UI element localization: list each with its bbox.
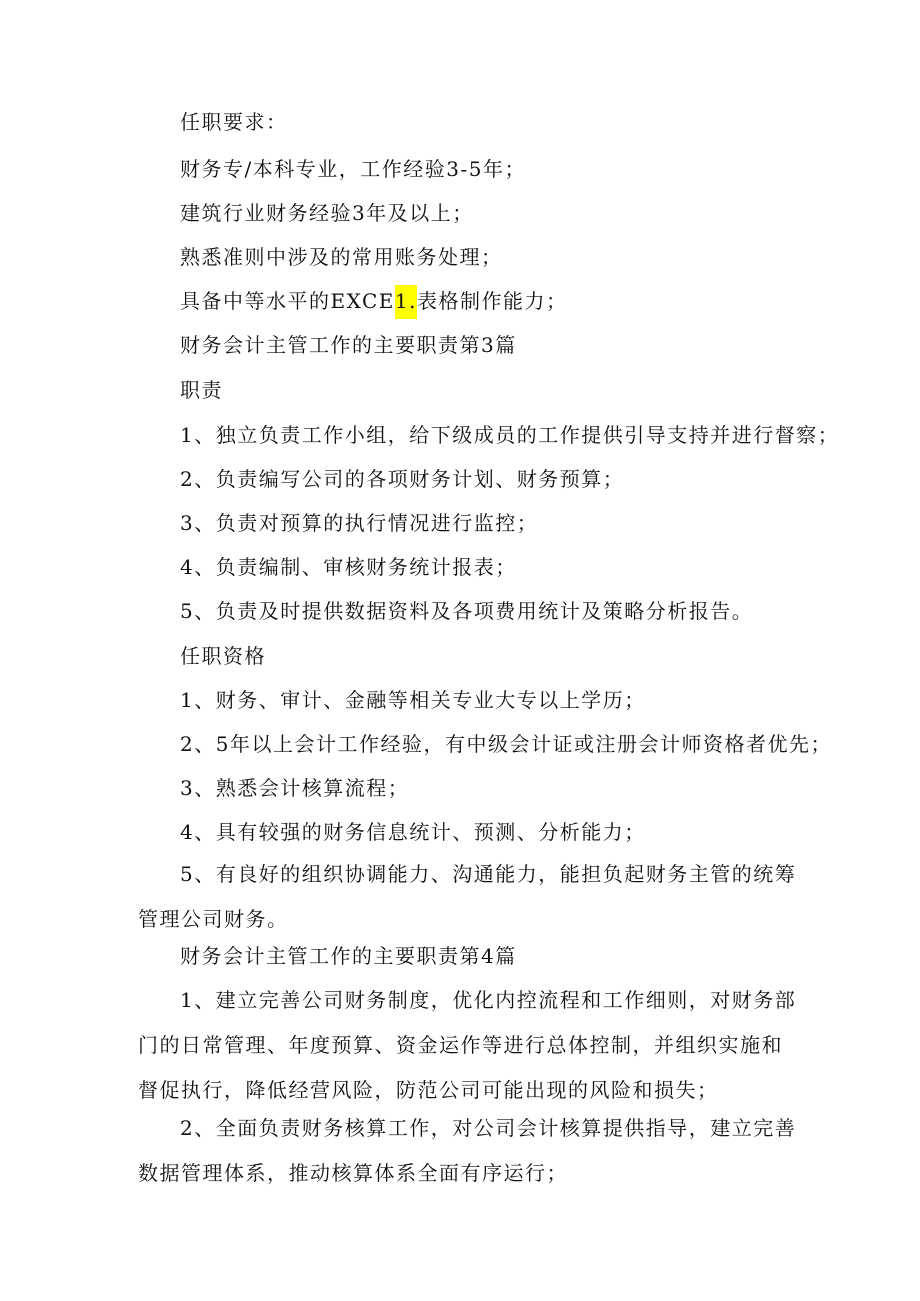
list-item: 5、负责及时提供数据资料及各项费用统计及策略分析报告。	[180, 599, 754, 623]
requirement-item: 熟悉准则中涉及的常用账务处理；	[180, 245, 503, 269]
list-item: 2、5年以上会计工作经验，有中级会计证或注册会计师资格者优先；	[180, 732, 832, 756]
list-item: 2、负责编写公司的各项财务计划、财务预算；	[180, 467, 625, 491]
list-item: 1、财务、审计、金融等相关专业大专以上学历；	[180, 688, 646, 712]
list-item: 4、具有较强的财务信息统计、预测、分析能力；	[180, 820, 646, 844]
requirement-item: 建筑行业财务经验3年及以上；	[180, 201, 474, 225]
requirement-item: 财务专/本科专业，工作经验3-5年；	[180, 157, 526, 181]
requirement-text: 具备中等水平的EXCE	[180, 289, 395, 313]
requirements-heading: 任职要求：	[180, 110, 288, 134]
subsection-heading: 任职资格	[180, 644, 266, 668]
paragraph: 2、全面负责财务核算工作，对公司会计核算提供指导，建立完善数据管理体系，推动核算体系全面有序运行；	[138, 1116, 797, 1185]
highlighted-text: 1.	[395, 285, 417, 319]
list-item: 1、独立负责工作小组，给下级成员的工作提供引导支持并进行督察；	[180, 423, 840, 447]
paragraph: 5、有良好的组织协调能力、沟通能力，能担负起财务主管的统筹管理公司财务。	[138, 862, 797, 931]
section-title: 财务会计主管工作的主要职责第4篇	[180, 944, 517, 968]
paragraph: 1、建立完善公司财务制度，优化内控流程和工作细则，对财务部门的日常管理、年度预算、资金运作等进行总体控制，并组织实施和督促执行，降低经营风险，防范公司可能出现的风险和损失；	[138, 988, 797, 1102]
list-item: 4、负责编制、审核财务统计报表；	[180, 555, 517, 579]
section-title: 财务会计主管工作的主要职责第3篇	[180, 333, 517, 357]
requirement-item	[180, 287, 567, 315]
list-item: 3、熟悉会计核算流程；	[180, 776, 410, 800]
subsection-heading: 职责	[180, 378, 223, 402]
requirement-text: 表格制作能力；	[416, 289, 568, 313]
list-item: 3、负责对预算的执行情况进行监控；	[180, 511, 539, 535]
